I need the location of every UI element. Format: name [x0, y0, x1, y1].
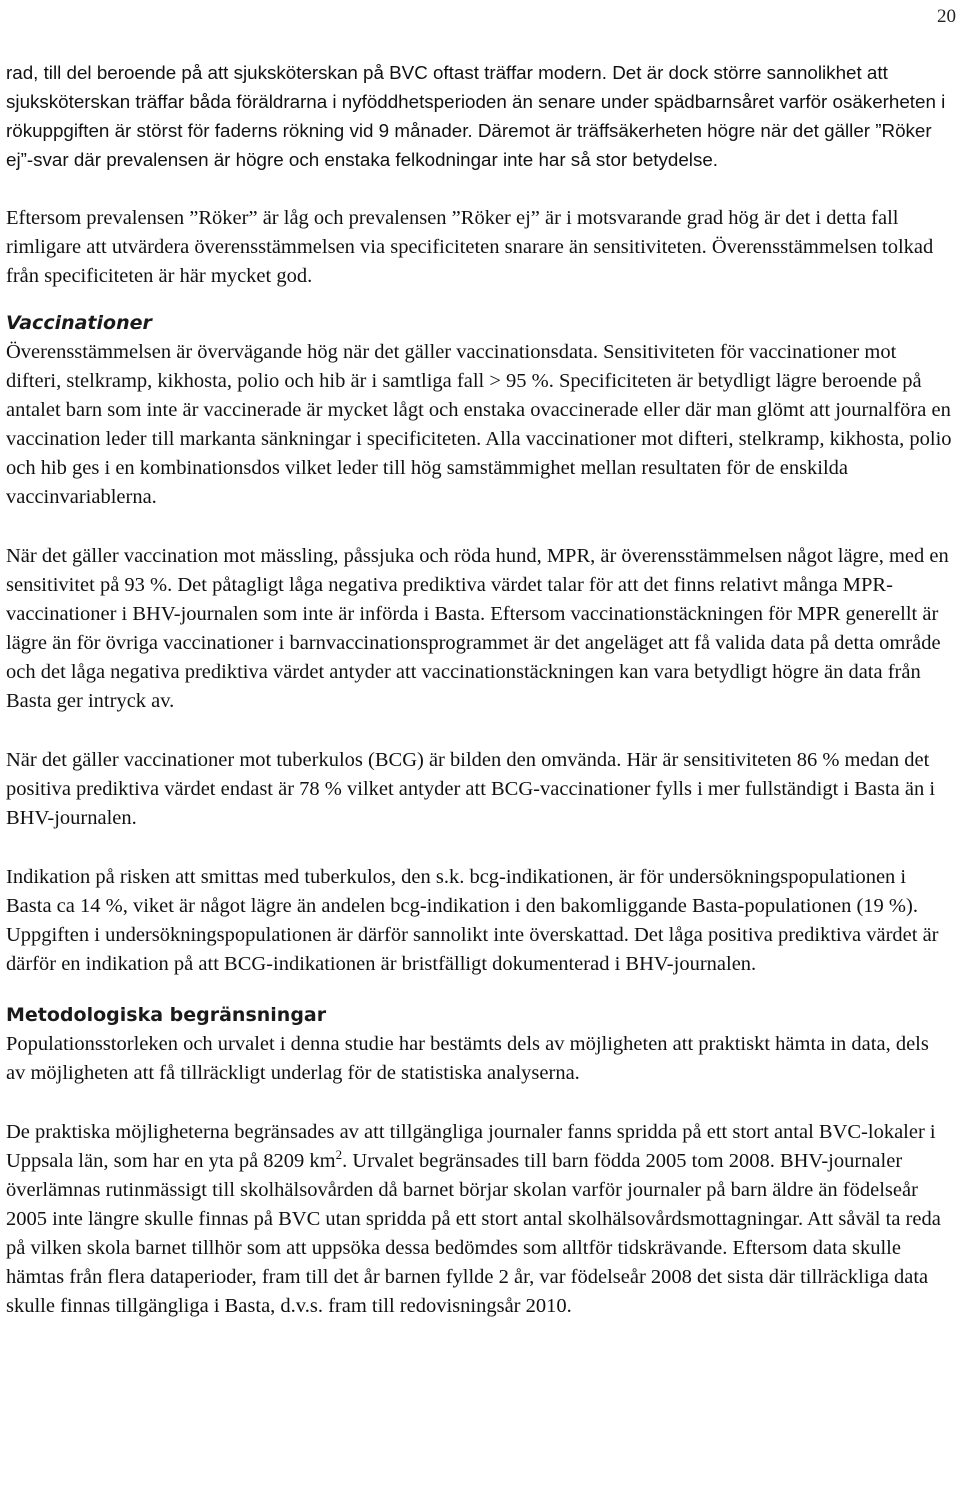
practical-limits-text-start: De praktiska möjligheterna begränsades av att tillgängliga journaler fanns spridda på ett stort antal BVC-lokaler i Uppsala län, som har en yta på 8209 km [6, 1121, 936, 1172]
paragraph-vaccination-agreement: Överensstämmelsen är övervägande hög när det gäller vaccinationsdata. Sensitiviteten för vaccinationer mot difteri, stelkramp, kikhosta, polio och hib är i samtliga fall > 95 %. Specificiteten är betydligt lägre beroende på antalet barn som inte är vaccinerade är mycket lågt och enstaka ovaccinerade eller där man glömt att journalföra en vaccination leder till markanta sänkningar i specificiteten. Alla vaccinationer mot difteri, stelkramp, kikhosta, polio och hib ges i en kombinationsdos vilket leder till hög samstämmighet mellan resultaten för de enskilda vaccinvariablerna. [6, 341, 952, 508]
paragraph-practical-limits [6, 1118, 952, 1321]
paragraph-smoking-specificity: Eftersom prevalensen ”Röker” är låg och prevalensen ”Röker ej” är i motsvarande grad hög är det i detta fall rimligare att utvärdera överensstämmelsen via specificiteten snarare än sensitiviteten. Överensstämmelsen tolkad från specificiteten är här mycket god. [6, 207, 934, 287]
paragraph-mpr: När det gäller vaccination mot mässling, påssjuka och röda hund, MPR, är överensstämmelsen något lägre, med en sensitivitet på 93 %. Det påtagligt låga negativa prediktiva värdet talar för att det finns relativt många MPR-vaccinationer i BHV-journalen som inte är införda i Basta. Eftersom vaccinationstäckningen för MPR generellt är lägre än för övriga vaccinationer i barnvaccinationsprogrammet är det angeläget att få valida data på detta område och det låga negativa prediktiva värdet antyder att vaccinationstäckningen kan vara betydligt högre än data från Basta ger intryck av. [6, 545, 949, 712]
section-heading-metodologiska: Metodologiska begränsningar [6, 1004, 327, 1026]
practical-limits-text-end: . Urvalet begränsades till barn födda 2005 tom 2008. BHV-journaler överlämnas rutinmässigt till skolhälsovården då barnet börjar skolan varför journaler på barn äldre än födelseår 2005 inte längre skulle finnas på BVC utan spridda på ett stort antal skolhälsovårdsmottagningar. Att såväl ta reda på vilken skola barnet tillhör som att uppsöka dessa bedömdes som alltför tidskrävande. Eftersom data skulle hämtas från flera dataperioder, fram till det år barnen fyllde 2 år, var födelseår 2008 det sista där tillräckliga data skulle finnas tillgängliga i Basta, d.v.s. fram till redovisningsår 2010. [6, 1150, 941, 1317]
superscript-squared: 2 [335, 1147, 343, 1163]
document-body [6, 58, 952, 1321]
page-number: 20 [937, 6, 956, 27]
section-heading-vaccinationer: Vaccinationer [6, 312, 152, 334]
paragraph-bcg: När det gäller vaccinationer mot tuberkulos (BCG) är bilden den omvända. Här är sensitiviteten 86 % medan det positiva prediktiva värdet endast är 78 % vilket antyder att BCG-vaccinationer fylls i mer fullständigt i Basta än i BHV-journalen. [6, 749, 936, 829]
paragraph-population-size: Populationsstorleken och urvalet i denna studie har bestämts dels av möjligheten att praktiskt hämta in data, dels av möjligheten att få tillräckligt underlag för de statistiska analyserna. [6, 1033, 929, 1084]
paragraph-smoking-uncertainty: rad, till del beroende på att sjuksköterskan på BVC oftast träffar modern. Det är dock större sannolikhet att sjuksköterskan träffar båda föräldrarna i nyföddhetsperioden än senare under spädbarnsåret varför osäkerheten i rökuppgiften är störst för faderns rökning vid 9 månader. Däremot är träffsäkerheten högre när det gäller ”Röker ej”-svar där prevalensen är högre och enstaka felkodningar inte har så stor betydelse. [6, 62, 946, 170]
paragraph-bcg-indication: Indikation på risken att smittas med tuberkulos, den s.k. bcg-indikationen, är för undersökningspopulationen i Basta ca 14 %, viket är något lägre än andelen bcg-indikation i den bakomliggande Basta-populationen (19 %). Uppgiften i undersökningspopulationen är därför sannolikt inte överskattad. Det låga positiva prediktiva värdet är därför en indikation på att BCG-indikationen är bristfälligt dokumenterad i BHV-journalen. [6, 866, 939, 975]
